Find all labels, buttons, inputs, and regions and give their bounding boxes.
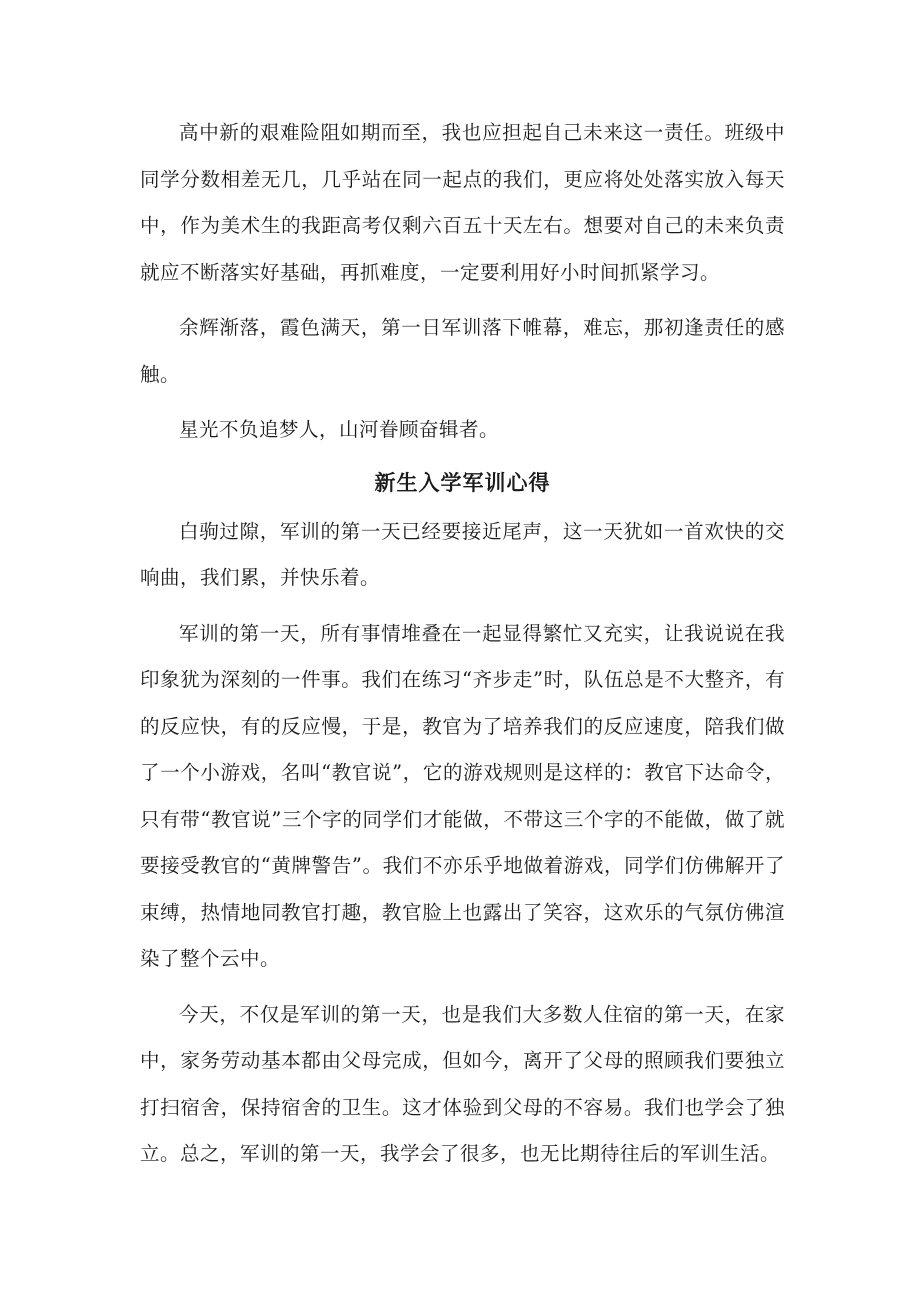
essay-title: 新生入学军训心得 — [374, 469, 551, 495]
document-page — [140, 110, 785, 1187]
paragraph-body-3: 今天，不仅是军训的第一天，也是我们大多数人住宿的第一天，在家中，家务劳动基本都由父母完成，但如今，离开了父母的照顾我们要独立打扫宿舍，保持宿舍的卫生。这才体验到父母的不容易。我们也学会了独立。总之，军训的第一天，我学会了很多，也无比期待往后的军训生活。 — [140, 1002, 785, 1165]
paragraph-body-1: 白驹过隙，军训的第一天已经要接近尾声，这一天犹如一首欢快的交响曲，我们累，并快乐着。 — [140, 519, 785, 589]
paragraph-intro-3: 星光不负追梦人，山河眷顾奋辑者。 — [179, 418, 500, 441]
paragraph-body-2: 军训的第一天，所有事情堆叠在一起显得繁忙又充实，让我说说在我印象犹为深刻的一件事。我们在练习“齐步走”时，队伍总是不大整齐，有的反应快，有的反应慢，于是，教官为了培养我们的反应速度，陪我们做了一个小游戏，名叫“教官说”，它的游戏规则是这样的：教官下达命令，只有带“教官说”三个字的同学们才能做，不带这三个字的不能做，做了就要接受教官的“黄牌警告”。我们不亦乐乎地做着游戏，同学们仿佛解开了束缚，热情地同教官打趣，教官脸上也露出了笑容，这欢乐的气氛仿佛渲染了整个云中。 — [140, 621, 785, 970]
paragraph-intro-1: 高中新的艰难险阻如期而至，我也应担起自己未来这一责任。班级中同学分数相差无几，几乎站在同一起点的我们，更应将处处落实放入每天中，作为美术生的我距高考仅剩六百五十天左右。想要对自己的未来负责就应不断落实好基础，再抓难度，一定要利用好小时间抓紧学习。 — [140, 121, 785, 284]
paragraph-intro-2: 余辉渐落，霞色满天，第一日军训落下帷幕，难忘，那初逢责任的感触。 — [140, 316, 785, 386]
